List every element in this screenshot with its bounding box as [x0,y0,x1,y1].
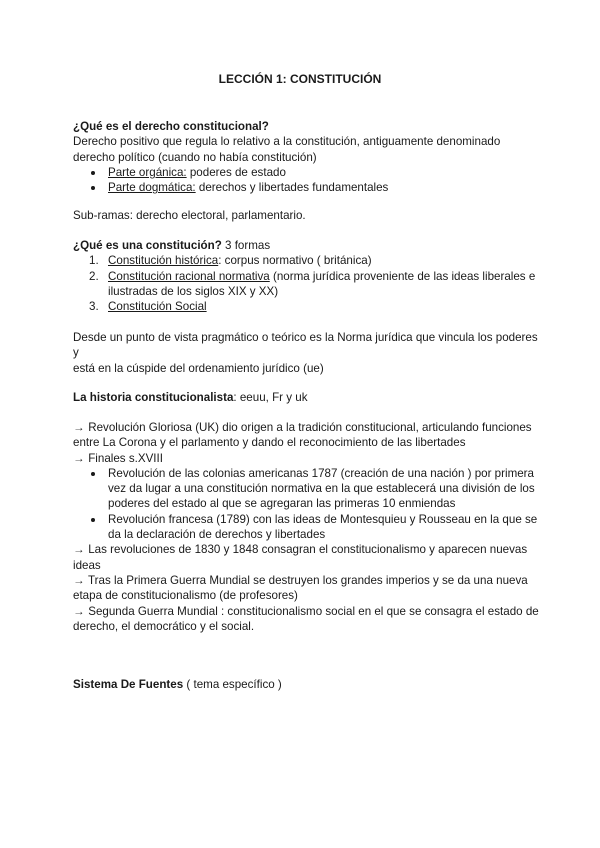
arrow-right-icon: → [73,421,85,434]
section-heading: La historia constitucionalista: eeuu, Fr y uk [73,391,308,404]
subramas-text: Sub-ramas: derecho electoral, parlamentario. [73,209,306,222]
list-item: Revolución francesa (1789) con las ideas de Montesquieu y Rousseau en la que se da la declaración de derechos y libertades [73,512,543,543]
bullet-icon [91,472,95,476]
page-title: LECCIÓN 1: CONSTITUCIÓN [218,72,382,86]
section-heading: ¿Qué es el derecho constitucional? [73,120,269,133]
arrow-line: → Tras la Primera Guerra Mundial se destruyen los grandes imperios y se da una nueva etapa de constitucionalismo (de profesores) [73,573,528,603]
arrow-right-icon: → [73,451,85,465]
section-heading: ¿Qué es una constitución? 3 formas [73,239,271,252]
section-historia [73,390,543,405]
arrow-line: → Revolución Gloriosa (UK) dio origen a la tradición constitucional, articulando funciones entre La Corona y el parlamento y dando el reconocimiento de las libertades [73,421,532,450]
bullet-icon [91,186,95,190]
list-item: Parte dogmática: derechos y libertades fundamentales [73,180,543,195]
section-text: Derecho positivo que regula lo relativo a la constitución, antiguamente denominado derecho político (cuando no había constitución) [73,135,501,164]
arrow-right-icon: → [73,543,85,557]
bullet-list [73,165,543,196]
arrow-right-icon: → [73,604,85,618]
definition-paragraph: Desde un punto de vista pragmático o teórico es la Norma jurídica que vincula los poderes y está en la cúspide del ordenamiento jurídico (ue) [73,331,538,375]
list-item: Revolución de las colonias americanas 1787 (creación de una nación ) por primera vez da lugar a una constitución normativa en la que establecerá una división de los poderes del estado al que se agregaran las primeras 10 enmiendas [73,466,543,512]
list-item: 1. Constitución histórica: corpus normativo ( británica) [89,254,372,268]
section-fuentes [73,677,543,692]
arrow-line: → Las revoluciones de 1830 y 1848 consagran el constitucionalismo y aparecen nuevas ideas [73,543,528,572]
historia-content [73,420,543,634]
list-item: 3. Constitución Social [89,300,207,314]
arrow-right-icon: → [73,573,85,587]
numbered-list [73,253,543,314]
section-constitucion [73,238,543,314]
bullet-icon [91,518,95,522]
bullet-list [73,466,543,542]
section-derecho-constitucional [73,119,543,195]
section-heading: Sistema De Fuentes ( tema específico ) [73,678,282,691]
bullet-icon [91,171,95,175]
list-item: Parte orgánica: poderes de estado [73,165,543,180]
arrow-line: → Finales s.XVIII [73,451,163,465]
arrow-line: → Segunda Guerra Mundial : constitucionalismo social en el que se consagra el estado de derecho, el democrático y el social. [73,604,539,633]
list-item: 2. Constitución racional normativa (norma jurídica proveniente de las ideas liberales e ilustradas de los siglos XIX y XX) [89,269,536,298]
